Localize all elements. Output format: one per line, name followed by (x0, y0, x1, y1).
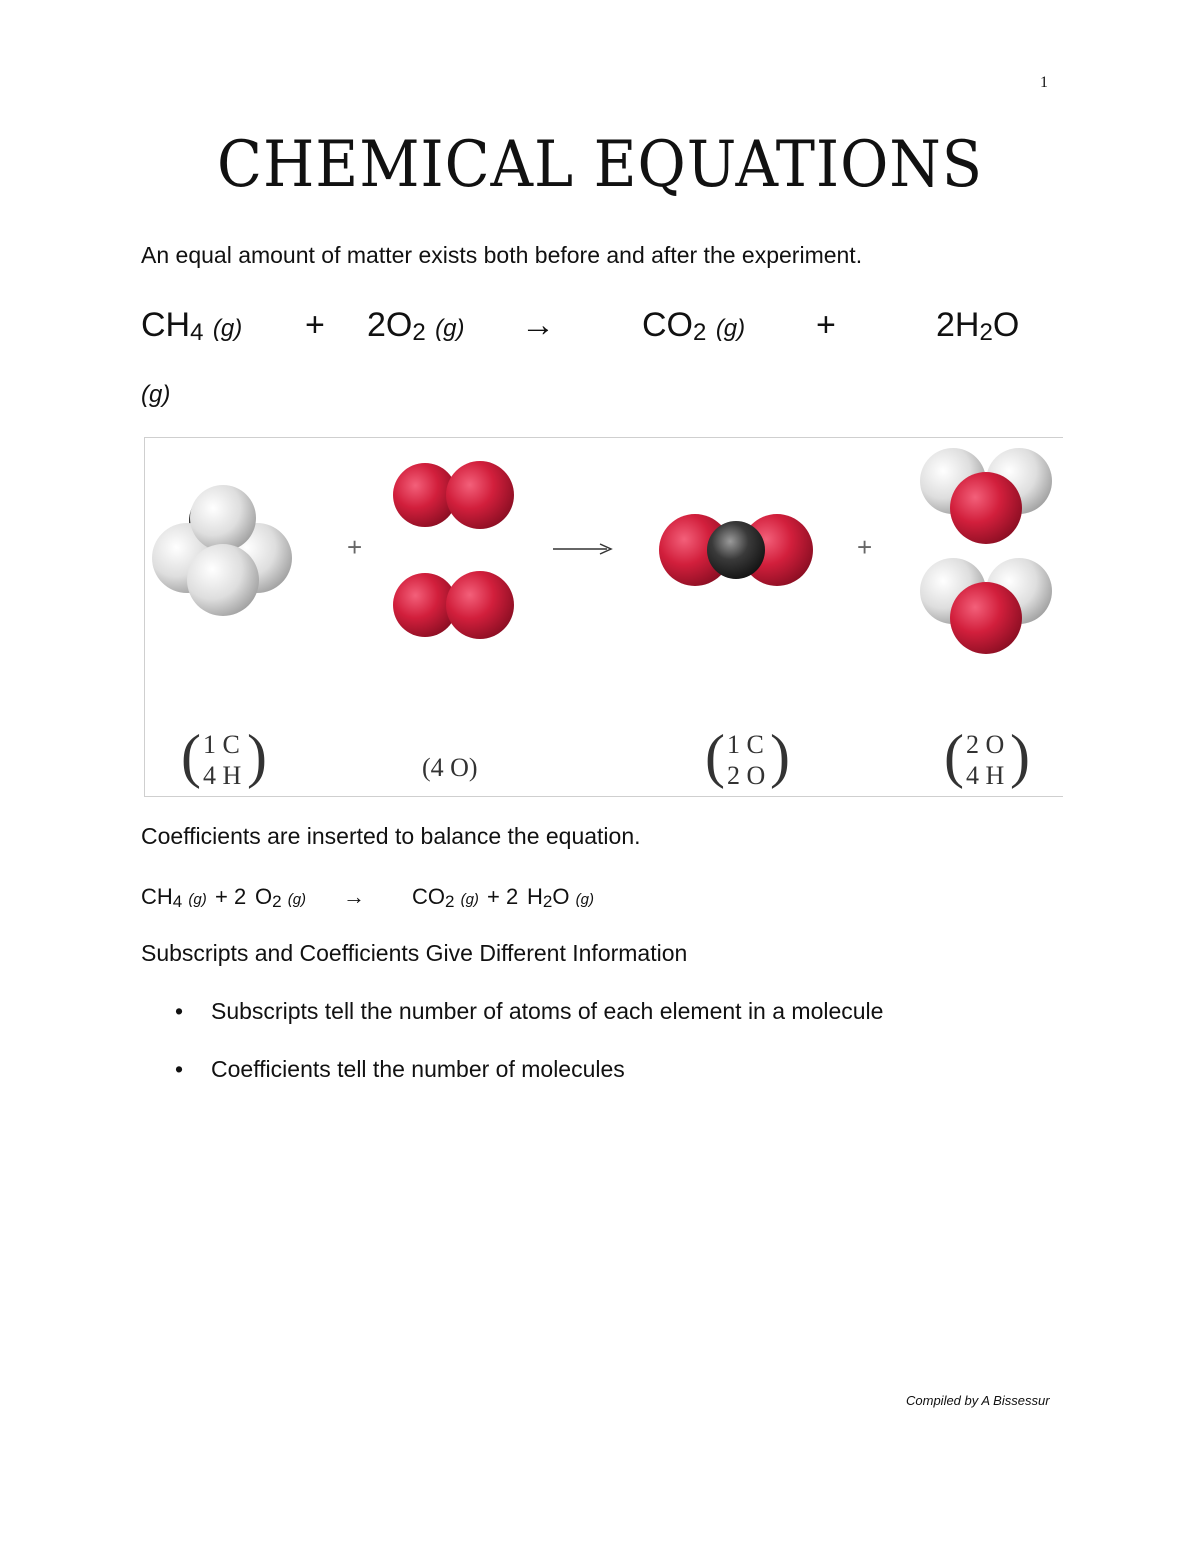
methane-formula: CH (141, 306, 191, 344)
co2-subscript: 2 (445, 892, 455, 911)
oxygen-atom (446, 461, 514, 529)
plus-sign: + (857, 532, 873, 562)
term-oxygen (367, 306, 465, 347)
term-water (936, 306, 1019, 347)
term-water (527, 884, 594, 912)
term-methane (141, 884, 207, 912)
water-formula-b: O (992, 306, 1020, 344)
atom-count-methane (181, 723, 267, 790)
left-paren: ( (705, 723, 725, 789)
count-bottom: 2 O (727, 761, 766, 790)
right-paren: ) (247, 723, 267, 789)
left-paren: ( (944, 723, 964, 789)
hydrogen-atom (190, 485, 256, 551)
list-item (175, 1056, 625, 1083)
atom-count-water (944, 723, 1030, 790)
water-state: (g) (575, 891, 594, 908)
molecule-illustration (145, 438, 1063, 796)
water-state: (g) (141, 381, 171, 408)
co2-formula: CO (412, 884, 445, 909)
oxygen-atom (950, 472, 1022, 544)
page-title: CHEMICAL EQUATIONS (217, 128, 983, 202)
oxygen-subscript: 2 (412, 319, 426, 346)
plus-sign: + (816, 306, 836, 344)
methane-state: (g) (212, 315, 243, 342)
carbon-dioxide-molecule (659, 514, 813, 586)
count-bottom: 4 H (203, 761, 242, 790)
water-molecule (920, 448, 1052, 544)
methane-state: (g) (188, 891, 207, 908)
atom-count-oxygen: (4 O) (422, 753, 478, 782)
co2-subscript: 2 (693, 319, 707, 346)
equation-balanced (141, 884, 741, 916)
methane-subscript: 4 (172, 892, 183, 911)
oxygen-formula: O (255, 884, 273, 909)
plus-sign: + (347, 532, 363, 562)
oxygen-atom (446, 571, 514, 639)
bullet-icon: • (175, 998, 184, 1024)
water-subscript: 2 (542, 892, 553, 911)
term-oxygen (255, 884, 306, 912)
co2-state: (g) (460, 891, 479, 908)
methane-molecule (152, 485, 292, 616)
water-formula-a: H (527, 884, 543, 909)
reaction-arrow: → (343, 884, 365, 909)
count-top: 1 C (203, 730, 240, 759)
reaction-arrow: → (521, 306, 555, 344)
oxygen-formula: 2O (367, 306, 413, 344)
oxygen-subscript: 2 (272, 892, 282, 911)
left-paren: ( (181, 723, 201, 789)
term-carbon-dioxide (642, 306, 745, 347)
bullet-icon: • (175, 1056, 184, 1082)
water-formula-b: O (552, 884, 570, 909)
oxygen-molecule (393, 571, 514, 639)
water-molecule (920, 558, 1052, 654)
co2-formula: CO (642, 306, 693, 344)
page-number: 1 (1040, 74, 1048, 91)
oxygen-atom (950, 582, 1022, 654)
footer-credit: Compiled by A Bissessur (906, 1393, 1050, 1408)
atom-count-carbon-dioxide (705, 723, 790, 790)
intro-text: An equal amount of matter exists both before and after the experiment. (141, 242, 863, 268)
right-paren: ) (1010, 723, 1030, 789)
water-formula-a: 2H (936, 306, 980, 344)
count-top: 1 C (727, 730, 764, 759)
carbon-atom (707, 521, 765, 579)
right-paren: ) (770, 723, 790, 789)
list-item-text: Subscripts tell the number of atoms of each element in a molecule (211, 998, 884, 1024)
list-item-text: Coefficients tell the number of molecules (211, 1056, 625, 1082)
list-item (175, 998, 883, 1025)
plus-coefficient: + 2 (487, 884, 519, 909)
methane-formula: CH (141, 884, 173, 909)
methane-subscript: 4 (190, 319, 204, 346)
molecule-figure (144, 437, 1063, 797)
plus-sign: + (305, 306, 325, 344)
term-methane (141, 306, 242, 347)
hydrogen-atom (187, 544, 259, 616)
reaction-arrow-icon (553, 544, 611, 554)
oxygen-state: (g) (435, 315, 465, 342)
coefficients-heading: Coefficients are inserted to balance the equation. (141, 823, 641, 849)
water-subscript: 2 (979, 319, 993, 346)
oxygen-state: (g) (287, 891, 307, 908)
section-heading: Subscripts and Coefficients Give Different Information (141, 940, 688, 966)
count-top: 2 O (966, 730, 1005, 759)
term-carbon-dioxide (412, 884, 479, 912)
oxygen-molecule (393, 461, 514, 529)
count-bottom: 4 H (966, 761, 1005, 790)
plus-coefficient: + 2 (215, 884, 247, 909)
co2-state: (g) (715, 315, 746, 342)
